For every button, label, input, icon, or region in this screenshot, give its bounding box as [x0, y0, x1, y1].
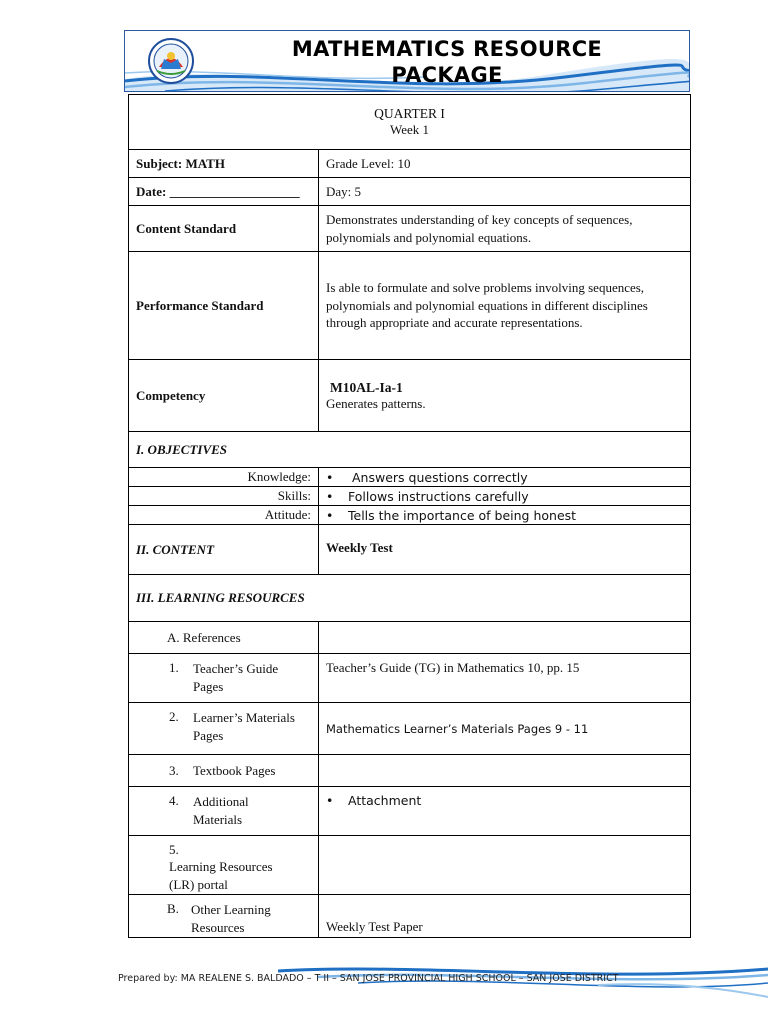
- other-resources-label: Other Learning Resources: [191, 902, 271, 935]
- references-label: A. References: [129, 622, 319, 654]
- resource-value: Teacher’s Guide (TG) in Mathematics 10, pp. 15: [319, 654, 691, 703]
- week-label: Week 1: [389, 122, 430, 137]
- quarter-cell: [129, 95, 691, 150]
- deped-seal-logo: [147, 37, 195, 85]
- date-row: [129, 178, 691, 206]
- other-resources-value: Weekly Test Paper: [319, 895, 691, 938]
- competency-code: M10AL-Ia-1: [330, 379, 403, 395]
- bullet-icon: •: [326, 793, 334, 808]
- subject-row: [129, 150, 691, 178]
- footer-wave-graphic: [118, 965, 768, 1005]
- content-value: Weekly Test: [319, 525, 691, 575]
- resource-row-teachers-guide: [129, 654, 691, 703]
- resource-label-cell: [129, 836, 319, 895]
- lesson-plan-table: [128, 94, 691, 938]
- resource-label: Additional Materials: [193, 794, 249, 827]
- resource-number: 4.: [169, 793, 179, 808]
- objective-value-cell: [319, 506, 691, 525]
- content-heading: II. CONTENT: [129, 525, 319, 575]
- date-label: Date: ____________________: [129, 178, 319, 206]
- bullet-icon: •: [326, 507, 334, 523]
- competency-cell: [319, 360, 691, 432]
- learning-resources-heading: III. LEARNING RESOURCES: [129, 575, 691, 622]
- objective-row-attitude: [129, 506, 691, 525]
- resource-label-cell: [129, 654, 319, 703]
- subject-label: Subject: MATH: [129, 150, 319, 178]
- resource-value: Attachment: [348, 793, 422, 808]
- objective-label: Attitude:: [129, 506, 319, 525]
- references-value: [319, 622, 691, 654]
- title-line-1: MATHEMATICS RESOURCE: [291, 37, 603, 61]
- resource-row-additional-materials: [129, 787, 691, 836]
- competency-row: [129, 360, 691, 432]
- resource-number: 5.: [169, 842, 179, 857]
- objective-value-cell: [319, 468, 691, 487]
- references-row: [129, 622, 691, 654]
- objective-label: Skills:: [129, 487, 319, 506]
- objectives-heading: I. OBJECTIVES: [129, 432, 691, 468]
- learning-resources-heading-row: [129, 575, 691, 622]
- objectives-heading-row: [129, 432, 691, 468]
- resource-number: 3.: [169, 762, 179, 778]
- grade-level-label: Grade Level: 10: [319, 150, 691, 178]
- resource-row-lr-portal: [129, 836, 691, 895]
- objective-value: Follows instructions carefully: [348, 488, 529, 504]
- content-standard-value: Demonstrates understanding of key concepts of sequences, polynomials and polynomial equations.: [319, 206, 691, 252]
- resource-value-cell: [319, 787, 691, 836]
- title-line-2: PACKAGE: [391, 63, 503, 87]
- resource-label: Learner’s Materials Pages: [193, 710, 295, 743]
- competency-label: Competency: [129, 360, 319, 432]
- other-resources-label-cell: [129, 895, 319, 938]
- resource-label-cell: [129, 703, 319, 755]
- quarter-label: QUARTER I: [374, 106, 445, 121]
- resource-label: Learning Resources (LR) portal: [169, 859, 273, 892]
- page-footer: [118, 965, 768, 1005]
- bullet-icon: •: [326, 488, 334, 504]
- resource-value: Mathematics Learner’s Materials Pages 9 - 11: [319, 703, 691, 755]
- resource-number: 2.: [169, 709, 179, 724]
- content-standard-label: Content Standard: [129, 206, 319, 252]
- footer-prepared-by: Prepared by: MA REALENE S. BALDADO – T II – SAN JOSE PROVINCIAL HIGH SCHOOL – SAN JOSE DISTRICT: [118, 973, 619, 984]
- document-title: [205, 36, 689, 88]
- resource-label: Textbook Pages: [193, 762, 276, 778]
- objective-row-knowledge: [129, 468, 691, 487]
- performance-standard-label: Performance Standard: [129, 252, 319, 360]
- resource-row-learners-materials: [129, 703, 691, 755]
- objective-value: Tells the importance of being honest: [348, 507, 577, 523]
- quarter-row: [129, 95, 691, 150]
- objective-value: Answers questions correctly: [352, 469, 528, 485]
- performance-standard-value: Is able to formulate and solve problems involving sequences, polynomials and polynomial equations in different disciplines through appropriate and accurate representations.: [319, 252, 691, 360]
- bullet-icon: •: [326, 469, 334, 485]
- performance-standard-row: [129, 252, 691, 360]
- resource-value: [319, 836, 691, 895]
- day-label: Day: 5: [319, 178, 691, 206]
- header-banner: [124, 30, 690, 92]
- competency-value: Generates patterns.: [326, 395, 426, 411]
- content-standard-row: [129, 206, 691, 252]
- other-resources-row: [129, 895, 691, 938]
- resource-label-cell: [129, 787, 319, 836]
- resource-label-cell: [129, 755, 319, 787]
- resource-label: Teacher’s Guide Pages: [193, 661, 279, 694]
- resource-value: [319, 755, 691, 787]
- objective-row-skills: [129, 487, 691, 506]
- objective-value-cell: [319, 487, 691, 506]
- content-row: [129, 525, 691, 575]
- resource-row-textbook: [129, 755, 691, 787]
- other-resources-number: B.: [167, 901, 179, 916]
- objective-label: Knowledge:: [129, 468, 319, 487]
- resource-number: 1.: [169, 660, 179, 675]
